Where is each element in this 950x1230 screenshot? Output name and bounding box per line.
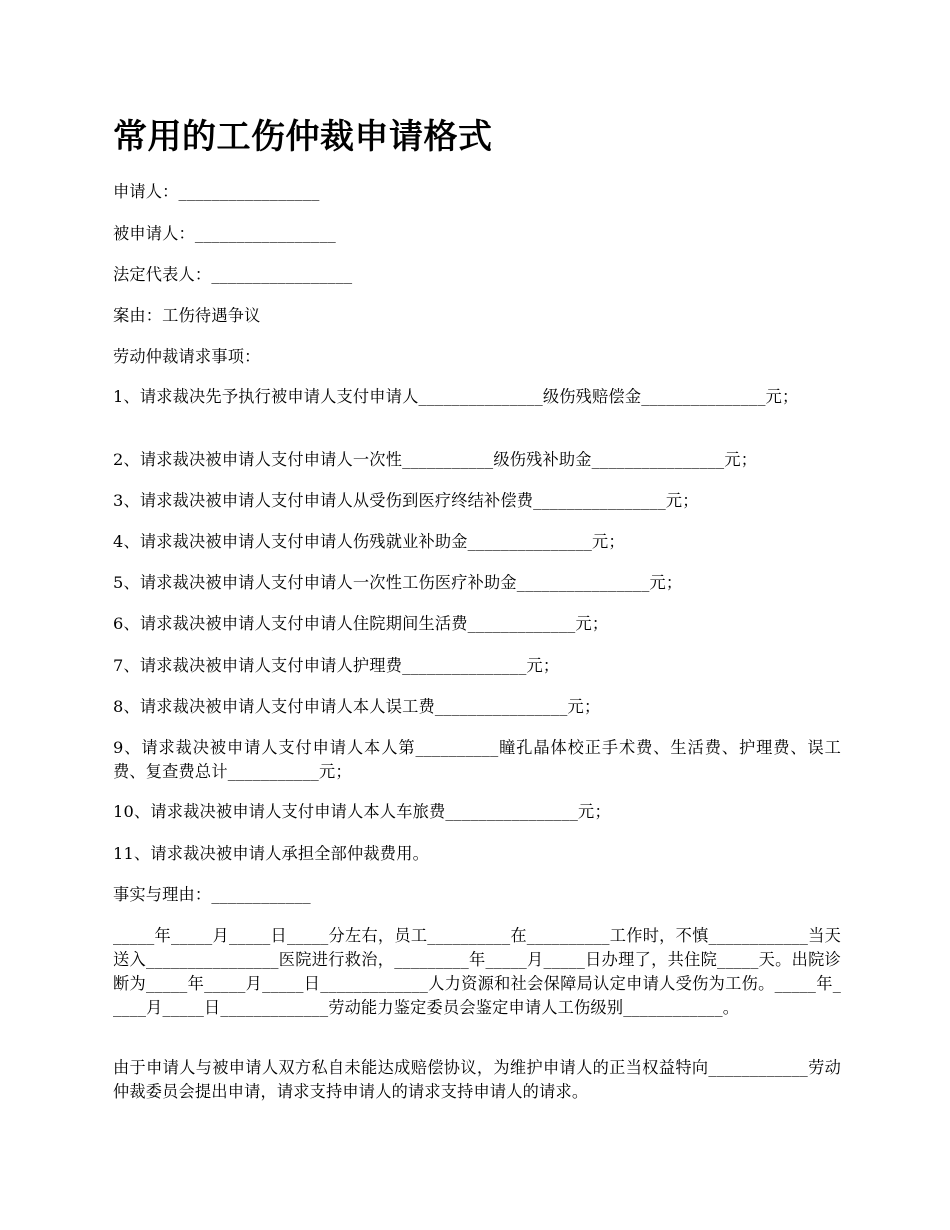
applicant-line: 申请人：_________________	[113, 182, 320, 201]
request-item-2: 2、请求裁决被申请人支付申请人一次性___________级伤残补助金________________元；	[113, 450, 758, 469]
request-item-4: 4、请求裁决被申请人支付申请人伤残就业补助金_______________元；	[113, 532, 625, 551]
requests-heading: 劳动仲裁请求事项：	[113, 347, 261, 366]
closing-paragraph: 由于申请人与被申请人双方私自未能达成赔偿协议，为维护申请人的正当权益特向____________劳动仲裁委员会提出申请，请求支持申请人的请求支持申请人的请求。	[113, 1058, 841, 1101]
request-item-9: 9、请求裁决被申请人支付申请人本人第__________瞳孔晶体校正手术费、生活费、护理费、误工费、复查费总计___________元；	[113, 738, 841, 781]
request-item-5: 5、请求裁决被申请人支付申请人一次性工伤医疗补助金________________元；	[113, 573, 683, 592]
request-item-3: 3、请求裁决被申请人支付申请人从受伤到医疗终结补偿费________________元；	[113, 491, 699, 510]
respondent-line: 被申请人：_________________	[113, 224, 336, 243]
case-cause-line: 案由：工伤待遇争议	[113, 306, 261, 325]
document-title: 常用的工伤仲裁申请格式	[113, 117, 493, 157]
request-item-6: 6、请求裁决被申请人支付申请人住院期间生活费_____________元；	[113, 614, 609, 633]
facts-heading: 事实与理由：____________	[113, 885, 311, 904]
request-item-11: 11、请求裁决被申请人承担全部仲裁费用。	[113, 844, 429, 863]
request-item-7: 7、请求裁决被申请人支付申请人护理费_______________元；	[113, 656, 560, 675]
request-item-8: 8、请求裁决被申请人支付申请人本人误工费________________元；	[113, 697, 601, 716]
request-item-1: 1、请求裁决先予执行被申请人支付申请人_______________级伤残赔偿金_______________元；	[113, 387, 799, 406]
facts-body: _____年_____月_____日_____分左右，员工__________在__________工作时，不慎____________当天送入________________医院进行救治，_________年_____月_____日办理了，共住院_____天。出院诊断为_____年_____月_____日_____________人力资源和社会保障局认定申请人受伤为工伤。_____年_____月_____日_____________劳动能力鉴定委员会鉴定申请人工伤级别____________。	[113, 926, 841, 1017]
legal-rep-line: 法定代表人：_________________	[113, 265, 353, 284]
request-item-10: 10、请求裁决被申请人支付申请人本人车旅费________________元；	[113, 802, 611, 821]
